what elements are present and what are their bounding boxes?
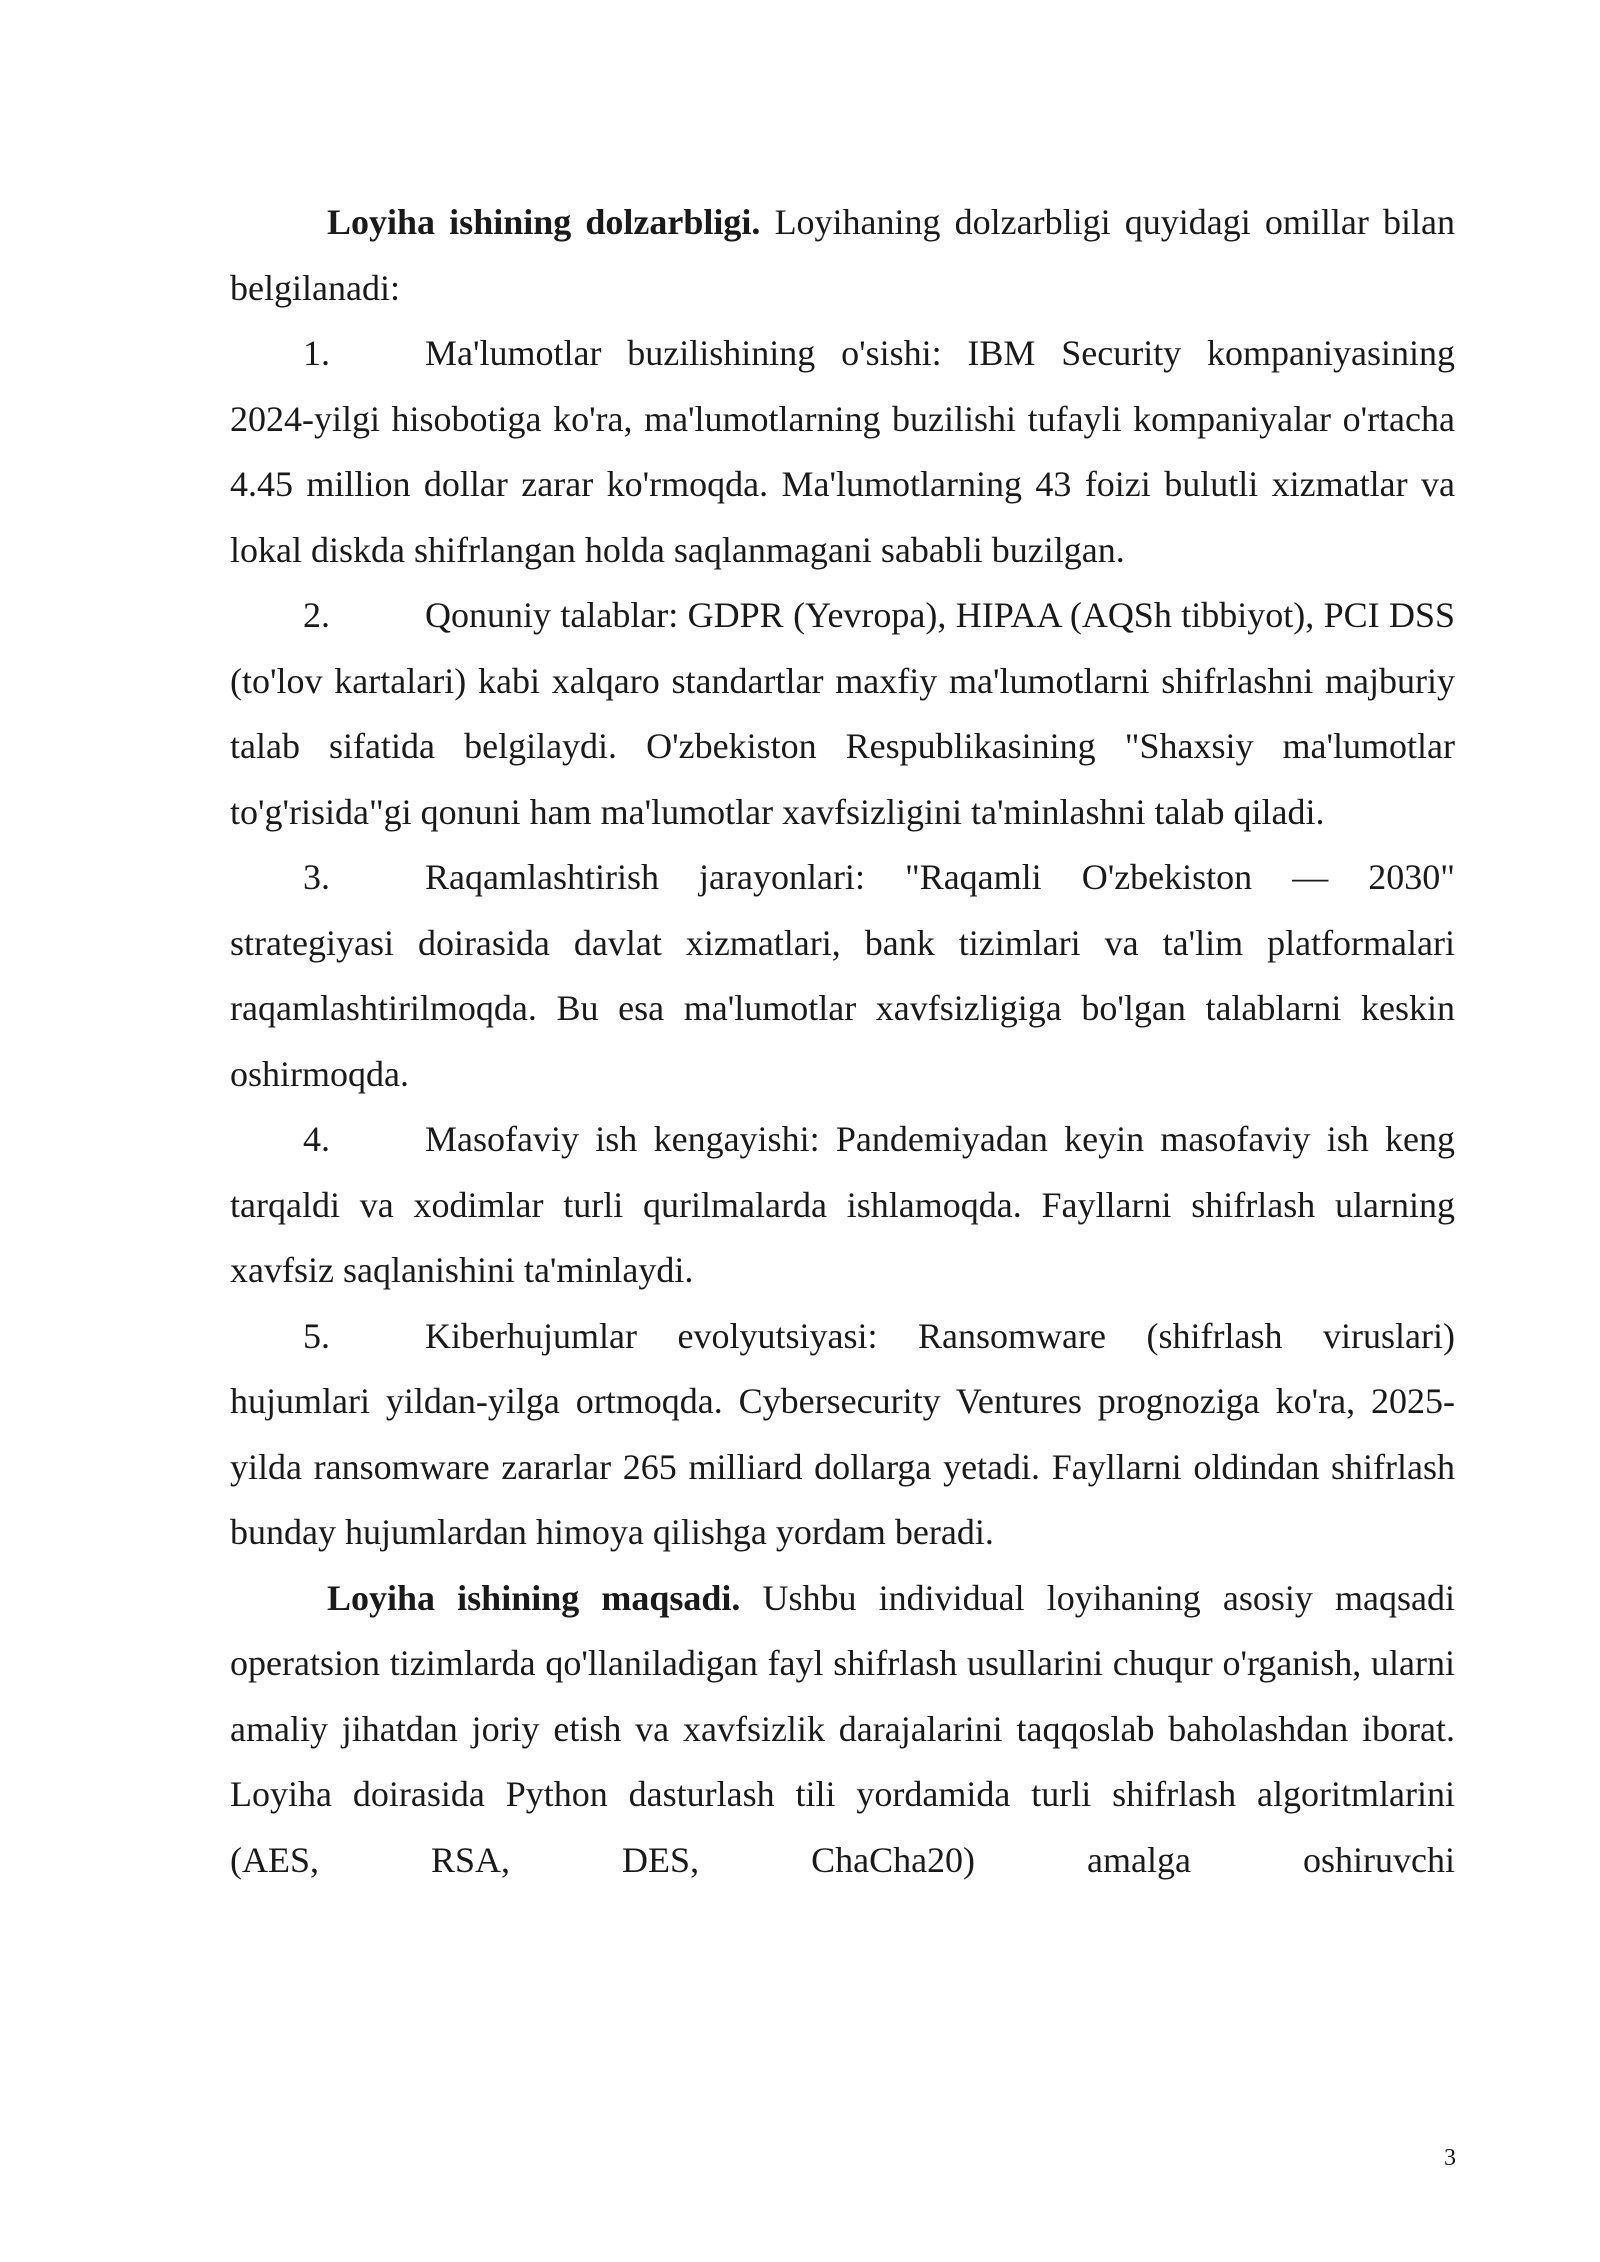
list-item xyxy=(230,1107,1455,1304)
relevance-intro: Loyihaning dolzarbligi quyidagi omillar bilan belgilanadi: xyxy=(230,202,1456,308)
relevance-heading: Loyiha ishining dolzarbligi. xyxy=(327,202,761,242)
list-item-text: Kiberhujumlar evolyutsiyasi: Ransomware (shifrlash viruslari) hujumlari yildan-yilga ortmoqda. Cybersecurity Ventures prognoziga ko'ra, 2025-yilda ransomware zararlar 265 milliard dollarga yetadi. Fayllarni oldindan shifrlash bunday hujumlardan himoya qilishga yordam beradi. xyxy=(230,1315,1455,1552)
list-item xyxy=(230,845,1455,1107)
goal-text: Ushbu individual loyihaning asosiy maqsadi operatsion tizimlarda qo'llaniladigan fayl shifrlash usullarini chuqur o'rganish, ularni amaliy jihatdan joriy etish va xavfsizlik darajalarini taqqoslab baholashdan iborat. Loyiha doirasida Python dasturlash tili yordamida turli shifrlash algoritmlarini (AES, RSA, DES, ChaCha20) amalga oshiruvchi xyxy=(230,1577,1455,1880)
list-item-number: 2. xyxy=(303,595,330,635)
list-item-text: Masofaviy ish kengayishi: Pandemiyadan keyin masofaviy ish keng tarqaldi va xodimlar turli qurilmalarda ishlamoqda. Fayllarni shifrlash ularning xavfsiz saqlanishini ta'minlaydi. xyxy=(230,1119,1455,1290)
list-item-number: 3. xyxy=(303,857,330,897)
page-number: 3 xyxy=(1444,2145,1456,2171)
list-item-number: 4. xyxy=(303,1119,330,1159)
list-item-number: 1. xyxy=(303,333,330,373)
list-item xyxy=(230,583,1455,845)
list-item xyxy=(230,321,1455,583)
list-item xyxy=(230,1304,1455,1566)
relevance-paragraph xyxy=(230,190,1455,321)
list-item-text: Qonuniy talablar: GDPR (Yevropa), HIPAA (AQSh tibbiyot), PCI DSS (to'lov kartalari) kabi xalqaro standartlar maxfiy ma'lumotlarni shifrlashni majburiy talab sifatida belgilaydi. O'zbekiston Respublikasining "Shaxsiy ma'lumotlar to'g'risida"gi qonuni ham ma'lumotlar xavfsizligini ta'minlashni talab qiladi. xyxy=(230,595,1455,832)
goal-paragraph xyxy=(230,1566,1455,1894)
goal-heading: Loyiha ishining maqsadi. xyxy=(327,1577,741,1618)
list-item-text: Raqamlashtirish jarayonlari: "Raqamli O'zbekiston — 2030" strategiyasi doirasida davlat xizmatlari, bank tizimlari va ta'lim platformalari raqamlashtirilmoqda. Bu esa ma'lumotlar xavfsizligiga bo'lgan talablarni keskin oshirmoqda. xyxy=(230,857,1455,1094)
document-body xyxy=(230,190,1455,1893)
list-item-number: 5. xyxy=(303,1315,330,1356)
list-item-text: Ma'lumotlar buzilishining o'sishi: IBM Security kompaniyasining 2024-yilgi hisobotiga ko'ra, ma'lumotlarning buzilishi tufayli kompaniyalar o'rtacha 4.45 million dollar zarar ko'rmoqda. Ma'lumotlarning 43 foizi bulutli xizmatlar va lokal diskda shifrlangan holda saqlanmagani sababli buzilgan. xyxy=(230,333,1455,570)
